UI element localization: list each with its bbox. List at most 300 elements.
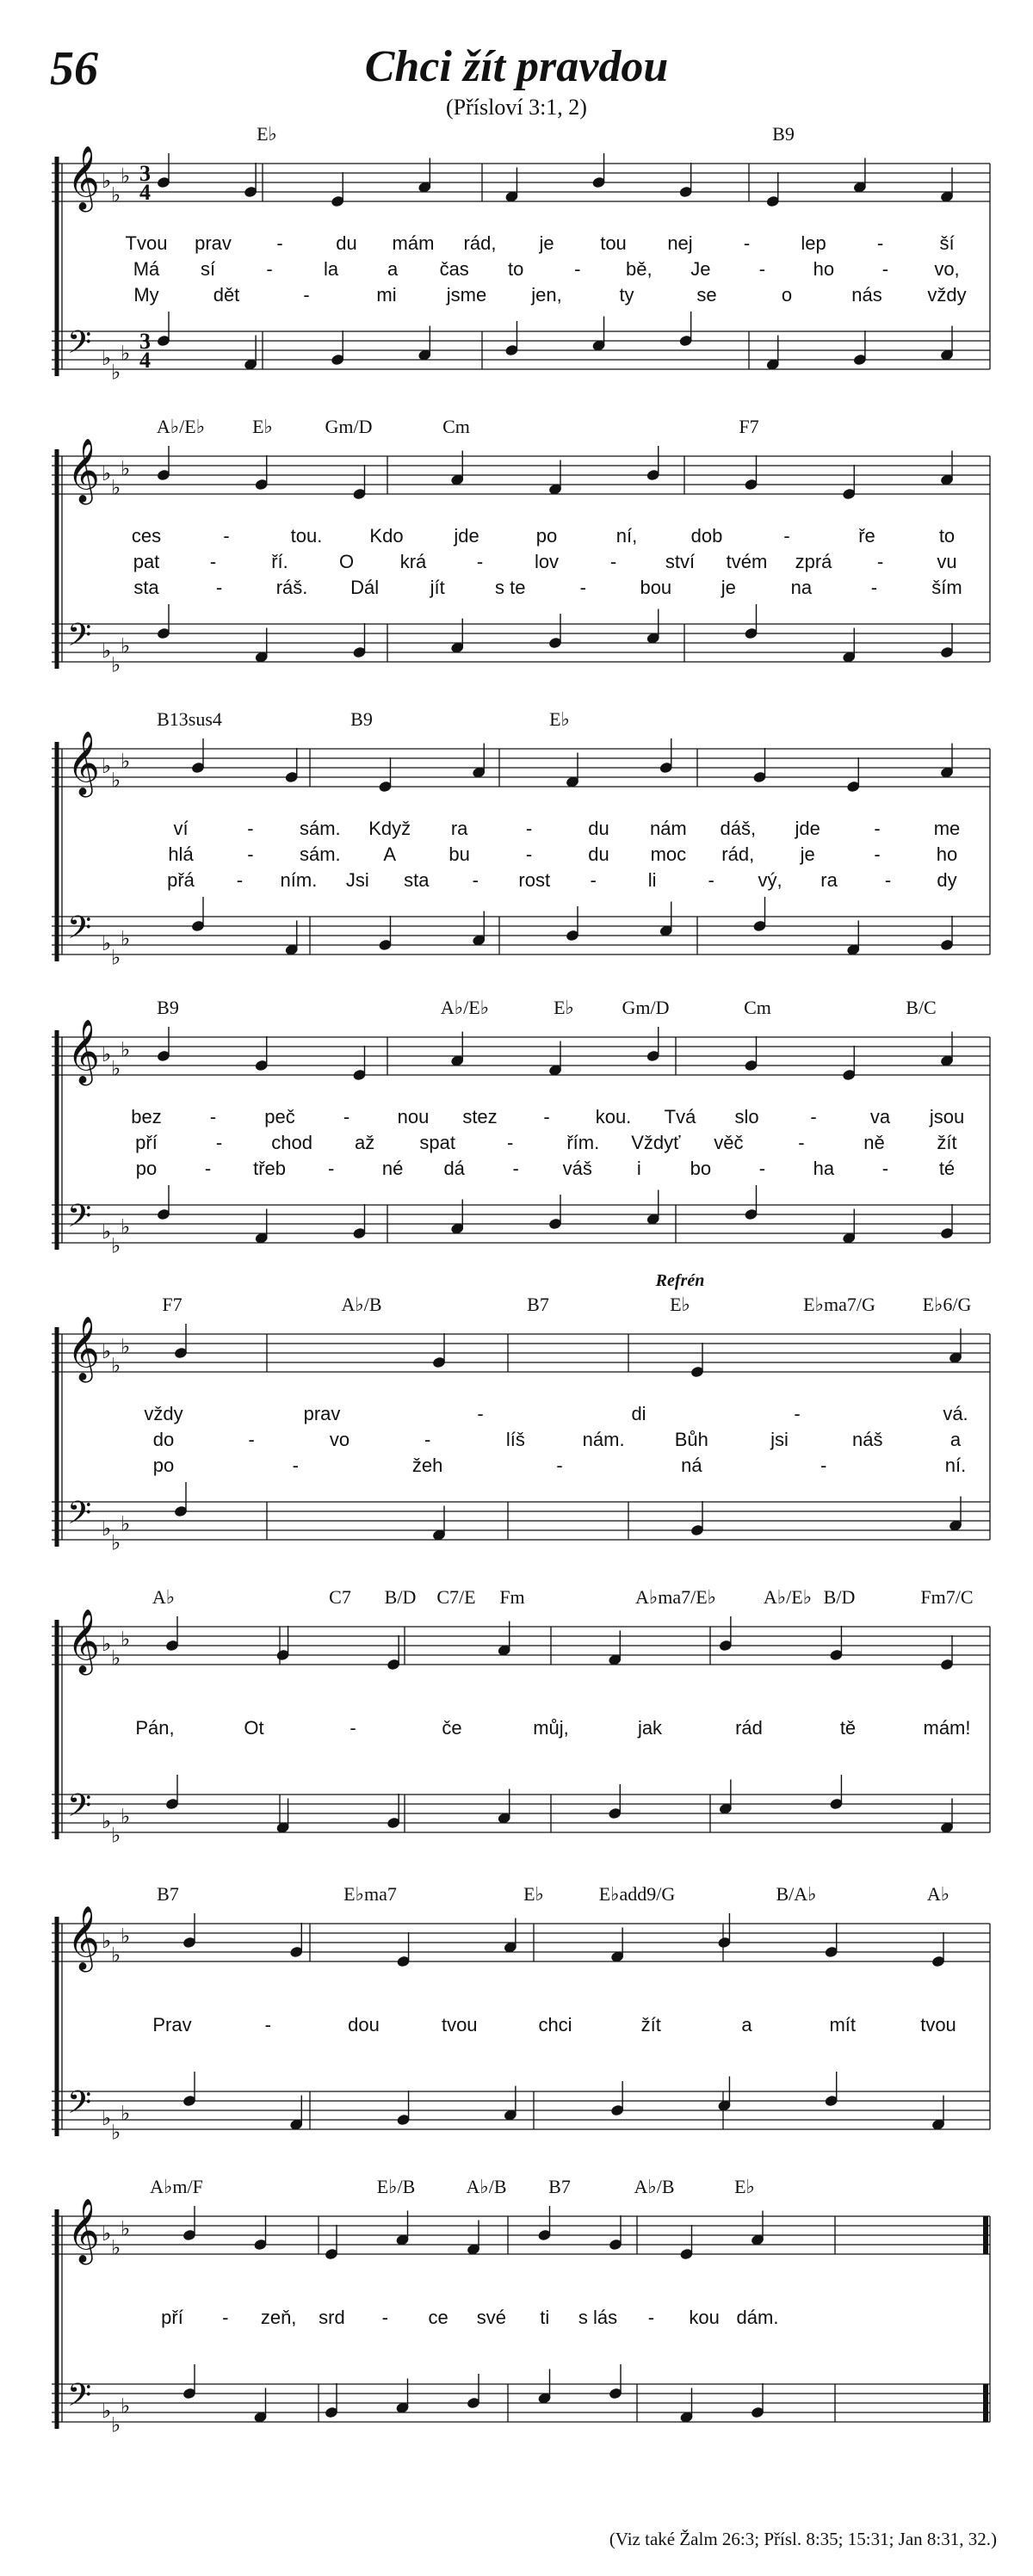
treble-clef-icon: 𝄞 xyxy=(67,147,100,208)
lyric-hyphen: - xyxy=(647,2307,655,2328)
lyric-hyphen: - xyxy=(276,232,283,254)
lyric-syllable: sám. xyxy=(299,843,341,865)
lyric-syllable: jít xyxy=(430,577,445,598)
lyric-syllable: vu xyxy=(937,551,957,572)
lyric-syllable: nás xyxy=(851,284,882,306)
lyric-syllable: tou. xyxy=(290,525,323,547)
lyric-syllable: dob xyxy=(690,525,723,547)
lyric-syllable: mám! xyxy=(923,1717,971,1739)
lyric-syllable: líš xyxy=(505,1429,525,1450)
lyric-syllable: rád xyxy=(735,1717,763,1739)
lyric-syllable: chod xyxy=(271,1132,312,1153)
lyric-syllable: bez xyxy=(131,1106,162,1127)
lyric-syllable: pří xyxy=(135,1132,158,1153)
system-8 xyxy=(52,2178,999,2470)
lyric-syllable: dou xyxy=(348,2014,380,2035)
lyric-hyphen: - xyxy=(590,869,597,891)
chord-symbol: Cm xyxy=(744,997,771,1018)
lyric-syllable: bu xyxy=(448,843,470,865)
lyric-syllable: Kdo xyxy=(369,525,404,547)
lyric-syllable: moc xyxy=(650,843,687,865)
lyric-hyphen: - xyxy=(783,525,790,547)
key-flat-icon: ♭ xyxy=(121,751,131,774)
lyric-syllable: náš xyxy=(852,1429,883,1450)
lyric-syllable: po xyxy=(152,1455,175,1476)
lyric-syllable: ře xyxy=(858,525,875,547)
chord-symbol: B7 xyxy=(548,2176,571,2197)
lyric-hyphen: - xyxy=(476,551,484,572)
lyric-syllable: tou xyxy=(600,232,627,254)
lyric-hyphen: - xyxy=(876,232,884,254)
chord-symbol: C7/E xyxy=(436,1586,476,1608)
lyric-syllable: My xyxy=(133,284,159,306)
lyric-hyphen: - xyxy=(810,1106,817,1127)
lyric-syllable: Má xyxy=(133,258,160,280)
lyric-syllable: žít xyxy=(640,2014,661,2035)
chord-symbol: A♭/E♭ xyxy=(440,997,490,1018)
lyric-syllable: dy xyxy=(937,869,957,891)
chord-symbol: E♭ma7/G xyxy=(803,1294,875,1315)
lyric-syllable: jsme xyxy=(446,284,487,306)
lyric-hyphen: - xyxy=(794,1403,801,1424)
lyric-syllable: až xyxy=(355,1132,375,1153)
lyric-syllable: ce xyxy=(428,2307,448,2328)
lyric-syllable: ší xyxy=(939,232,955,254)
system-1 xyxy=(52,125,999,417)
lyric-syllable: ho xyxy=(813,258,835,280)
key-flat-icon: ♭ xyxy=(111,1825,121,1848)
lyric-syllable: vý, xyxy=(758,869,782,891)
chord-symbol: E♭ xyxy=(549,708,570,730)
lyric-syllable: vždy xyxy=(144,1403,183,1424)
chord-symbol: E♭ xyxy=(257,123,277,145)
lyric-syllable: Je xyxy=(690,258,711,280)
chord-symbol: B/D xyxy=(823,1586,856,1608)
lyric-syllable: ní. xyxy=(944,1455,967,1476)
lyric-syllable: pří xyxy=(161,2307,183,2328)
lyric-hyphen: - xyxy=(507,1132,514,1153)
lyric-syllable: tvou xyxy=(920,2014,956,2035)
lyric-syllable: a xyxy=(387,258,399,280)
key-flat-icon: ♭ xyxy=(102,170,112,193)
lyric-syllable: vá. xyxy=(943,1403,968,1424)
chord-symbol: A♭/B xyxy=(341,1294,382,1315)
chord-symbol: A♭/E♭ xyxy=(763,1586,813,1608)
lyric-syllable: ha xyxy=(813,1158,835,1179)
lyric-syllable: Tvou xyxy=(125,232,168,254)
chord-symbol: E♭ xyxy=(252,416,273,437)
lyric-syllable: to xyxy=(938,525,956,547)
lyric-syllable: jsou xyxy=(929,1106,965,1127)
key-flat-icon: ♭ xyxy=(121,1925,131,1949)
lyric-hyphen: - xyxy=(472,869,479,891)
treble-clef-icon: 𝄞 xyxy=(67,1610,100,1671)
lyric-hyphen: - xyxy=(223,525,230,547)
lyric-syllable: ti xyxy=(540,2307,550,2328)
key-flat-icon: ♭ xyxy=(111,1235,121,1258)
final-barline xyxy=(983,2216,988,2254)
lyric-hyphen: - xyxy=(876,551,884,572)
lyric-syllable: i xyxy=(636,1158,641,1179)
lyric-hyphen: - xyxy=(204,1158,212,1179)
key-flat-icon: ♭ xyxy=(121,343,131,366)
treble-clef-icon: 𝄞 xyxy=(67,732,100,794)
lyric-syllable: třeb xyxy=(253,1158,287,1179)
key-flat-icon: ♭ xyxy=(121,458,131,481)
system-5 xyxy=(52,1271,999,1588)
lyric-syllable: po xyxy=(135,1158,158,1179)
key-flat-icon: ♭ xyxy=(102,2223,112,2246)
lyric-syllable: mi xyxy=(376,284,397,306)
lyric-hyphen: - xyxy=(579,577,586,598)
chord-symbol: B13sus4 xyxy=(157,708,222,730)
key-flat-icon: ♭ xyxy=(102,348,112,370)
lyric-syllable: nám. xyxy=(582,1429,625,1450)
song-header xyxy=(0,34,1033,129)
bass-clef-icon: 𝄢 xyxy=(67,2378,92,2420)
scripture-reference: (Přísloví 3:1, 2) xyxy=(446,95,587,120)
treble-clef-icon: 𝄞 xyxy=(67,1021,100,1082)
lyric-syllable: o xyxy=(781,284,793,306)
lyric-syllable: srd xyxy=(319,2307,345,2328)
key-flat-icon: ♭ xyxy=(102,1634,112,1656)
key-flat-icon: ♭ xyxy=(102,463,112,485)
lyric-syllable: ces xyxy=(131,525,162,547)
lyric-syllable: nám xyxy=(649,818,687,839)
chord-symbol: Fm7/C xyxy=(920,1586,974,1608)
lyric-syllable: slo xyxy=(734,1106,759,1127)
lyric-syllable: na xyxy=(790,577,813,598)
key-flat-icon: ♭ xyxy=(121,635,131,658)
chord-symbol: E♭ xyxy=(734,2176,755,2197)
lyric-hyphen: - xyxy=(349,1717,356,1739)
lyric-syllable: tě xyxy=(839,1717,857,1739)
lyric-syllable: sí xyxy=(200,258,216,280)
staff-svg xyxy=(52,1885,999,2160)
lyric-syllable: ním. xyxy=(280,869,318,891)
lyric-syllable: tvou xyxy=(441,2014,478,2035)
lyric-hyphen: - xyxy=(743,232,751,254)
lyric-syllable: sta xyxy=(133,577,159,598)
lyric-syllable: ně xyxy=(863,1132,885,1153)
lyric-hyphen: - xyxy=(215,1132,223,1153)
chord-symbol: C7 xyxy=(329,1586,351,1608)
staff-svg xyxy=(52,998,999,1274)
key-flat-icon: ♭ xyxy=(111,184,121,207)
key-flat-icon: ♭ xyxy=(102,756,112,778)
lyric-syllable: vo, xyxy=(934,258,960,280)
lyric-syllable: tvém xyxy=(726,551,768,572)
bass-time-signature: 3 xyxy=(139,329,151,354)
lyric-syllable: nou xyxy=(397,1106,430,1127)
chord-symbol: E♭/B xyxy=(376,2176,416,2197)
bass-clef-icon: 𝄢 xyxy=(67,911,92,953)
lyric-syllable: du xyxy=(588,818,609,839)
lyric-syllable: krá xyxy=(399,551,427,572)
bass-clef-icon: 𝄢 xyxy=(67,325,92,368)
chord-symbol: Cm xyxy=(442,416,470,437)
lyric-syllable: dáš, xyxy=(720,818,757,839)
lyric-syllable: stez xyxy=(462,1106,498,1127)
key-flat-icon: ♭ xyxy=(121,165,131,188)
lyric-hyphen: - xyxy=(477,1403,484,1424)
key-flat-icon: ♭ xyxy=(111,1944,121,1968)
lyric-syllable: Jsi xyxy=(345,869,369,891)
lyric-syllable: jak xyxy=(637,1717,663,1739)
lyric-syllable: a xyxy=(949,1429,962,1450)
system-4 xyxy=(52,998,999,1291)
key-flat-icon: ♭ xyxy=(111,947,121,970)
chord-symbol: E♭ma7 xyxy=(343,1883,397,1905)
lyric-syllable: bo xyxy=(690,1158,712,1179)
lyric-syllable: Prav xyxy=(152,2014,192,2035)
footnote: (Viz také Žalm 26:3; Přísl. 8:35; 15:31; Jan 8:31, 32.) xyxy=(609,2529,997,2549)
lyric-syllable: žeh xyxy=(411,1455,443,1476)
lyric-syllable: Ot xyxy=(244,1717,264,1739)
lyric-syllable: mít xyxy=(829,2014,857,2035)
lyric-syllable: sta xyxy=(404,869,430,891)
lyric-hyphen: - xyxy=(222,2307,229,2328)
lyric-syllable: Vždyť xyxy=(631,1132,681,1153)
lyric-hyphen: - xyxy=(708,869,714,891)
chord-symbol: A♭/B xyxy=(634,2176,675,2197)
system-2 xyxy=(52,417,999,710)
lyric-syllable: če xyxy=(442,1717,462,1739)
chord-symbol: B9 xyxy=(350,708,373,730)
lyric-hyphen: - xyxy=(327,1158,335,1179)
chord-symbol: A♭m/F xyxy=(150,2176,203,2197)
bass-time-signature: 4 xyxy=(139,348,151,373)
lyric-hyphen: - xyxy=(820,1455,827,1476)
lyric-syllable: jde xyxy=(795,818,820,839)
lyric-syllable: prav xyxy=(195,232,232,254)
lyric-syllable: vo xyxy=(329,1429,350,1450)
lyric-syllable: rád, xyxy=(721,843,755,865)
lyric-syllable: Pán, xyxy=(135,1717,175,1739)
key-flat-icon: ♭ xyxy=(121,1513,131,1536)
staff-svg xyxy=(52,125,999,400)
lyric-syllable: váš xyxy=(562,1158,592,1179)
lyric-syllable: Dál xyxy=(350,577,380,598)
lyric-syllable: dá xyxy=(443,1158,465,1179)
treble-clef-icon: 𝄞 xyxy=(67,1318,100,1379)
key-flat-icon: ♭ xyxy=(111,2414,121,2437)
key-flat-icon: ♭ xyxy=(111,654,121,677)
key-flat-icon: ♭ xyxy=(102,1930,112,1953)
key-flat-icon: ♭ xyxy=(121,1039,131,1062)
key-flat-icon: ♭ xyxy=(102,1811,112,1833)
lyric-syllable: ším xyxy=(931,577,962,598)
lyric-syllable: jen, xyxy=(531,284,562,306)
chord-symbol: A♭ xyxy=(926,1883,950,1905)
chord-symbol: A♭ma7/E♭ xyxy=(634,1586,717,1608)
chord-symbol: A♭/E♭ xyxy=(156,416,206,437)
lyric-syllable: po xyxy=(535,525,558,547)
lyric-hyphen: - xyxy=(343,1106,350,1127)
lyric-hyphen: - xyxy=(525,843,533,865)
bass-clef-icon: 𝄢 xyxy=(67,2085,92,2128)
lyric-hyphen: - xyxy=(884,869,892,891)
lyric-syllable: dět xyxy=(213,284,240,306)
lyric-hyphen: - xyxy=(874,818,881,839)
lyric-hyphen: - xyxy=(292,1455,299,1476)
lyric-syllable: ství xyxy=(665,551,696,572)
lyric-syllable: rád, xyxy=(463,232,497,254)
lyric-syllable: A xyxy=(383,843,397,865)
lyric-syllable: nej xyxy=(667,232,693,254)
key-flat-icon: ♭ xyxy=(111,1647,121,1671)
lyric-syllable: hlá xyxy=(168,843,194,865)
chord-symbol: B7 xyxy=(527,1294,549,1315)
chord-symbol: B/C xyxy=(906,997,937,1018)
lyric-hyphen: - xyxy=(609,551,617,572)
chord-symbol: A♭ xyxy=(152,1586,176,1608)
lyric-syllable: ráš. xyxy=(275,577,308,598)
lyric-syllable: můj, xyxy=(533,1717,569,1739)
lyric-syllable: me xyxy=(933,818,961,839)
lyric-hyphen: - xyxy=(525,818,533,839)
chord-symbol: B/D xyxy=(384,1586,417,1608)
chord-symbol: A♭/B xyxy=(466,2176,507,2197)
key-flat-icon: ♭ xyxy=(111,477,121,500)
bass-clef-icon: 𝄢 xyxy=(67,1199,92,1241)
refrain-label: Refrén xyxy=(655,1271,705,1290)
lyric-syllable: vždy xyxy=(927,284,967,306)
chord-symbol: B7 xyxy=(157,1883,179,1905)
lyric-syllable: lep xyxy=(801,232,826,254)
lyric-syllable: kou. xyxy=(595,1106,632,1127)
lyric-syllable: je xyxy=(721,577,736,598)
chord-symbol: E♭6/G xyxy=(922,1294,972,1315)
key-flat-icon: ♭ xyxy=(102,933,112,955)
treble-time-signature: 4 xyxy=(139,180,151,205)
lyric-syllable: je xyxy=(800,843,815,865)
lyric-syllable: ví xyxy=(173,818,189,839)
lyric-hyphen: - xyxy=(870,577,878,598)
lyric-hyphen: - xyxy=(247,818,254,839)
key-flat-icon: ♭ xyxy=(102,1518,112,1541)
treble-clef-icon: 𝄞 xyxy=(67,1907,100,1968)
bass-clef-icon: 𝄢 xyxy=(67,618,92,660)
key-flat-icon: ♭ xyxy=(121,1216,131,1239)
chord-symbol: F7 xyxy=(162,1294,182,1315)
lyric-syllable: zprá xyxy=(795,551,832,572)
lyric-hyphen: - xyxy=(512,1158,519,1179)
lyric-syllable: mám xyxy=(392,232,435,254)
key-flat-icon: ♭ xyxy=(102,2400,112,2423)
lyric-syllable: chci xyxy=(538,2014,572,2035)
lyric-hyphen: - xyxy=(543,1106,550,1127)
lyric-syllable: ra xyxy=(820,869,838,891)
song-title: Chci žít pravdou xyxy=(364,42,669,91)
lyric-syllable: Bůh xyxy=(674,1429,708,1450)
lyric-syllable: čas xyxy=(439,258,469,280)
treble-clef-icon: 𝄞 xyxy=(67,2200,100,2261)
lyric-hyphen: - xyxy=(556,1455,563,1476)
final-barline xyxy=(983,2384,988,2422)
lyric-syllable: pat xyxy=(133,551,160,572)
system-6 xyxy=(52,1588,999,1881)
chord-symbol: F7 xyxy=(739,416,759,437)
lyric-hyphen: - xyxy=(758,258,766,280)
lyric-syllable: prav xyxy=(303,1403,341,1424)
chord-symbol: B9 xyxy=(157,997,179,1018)
chord-symbol: B/A♭ xyxy=(776,1883,817,1905)
lyric-syllable: ho xyxy=(936,843,958,865)
system-7 xyxy=(52,1885,999,2178)
system-3 xyxy=(52,710,999,1003)
lyric-syllable: je xyxy=(539,232,554,254)
lyric-hyphen: - xyxy=(798,1132,805,1153)
chord-symbol: E♭ xyxy=(670,1294,690,1315)
lyric-syllable: O xyxy=(338,551,355,572)
key-flat-icon: ♭ xyxy=(121,1336,131,1359)
lyric-hyphen: - xyxy=(303,284,310,306)
lyric-syllable: ná xyxy=(681,1455,702,1476)
lyric-syllable: řím. xyxy=(566,1132,600,1153)
chord-symbol: Fm xyxy=(499,1586,525,1608)
staff-svg xyxy=(52,1588,999,1863)
lyric-syllable: di xyxy=(631,1403,646,1424)
lyric-syllable: s lás xyxy=(578,2307,618,2328)
lyric-syllable: ty xyxy=(619,284,634,306)
lyric-syllable: s te xyxy=(494,577,526,598)
key-flat-icon: ♭ xyxy=(111,2122,121,2145)
lyric-syllable: a xyxy=(741,2014,752,2035)
lyric-syllable: ří. xyxy=(271,551,288,572)
lyric-syllable: dám. xyxy=(736,2307,779,2328)
lyric-syllable: do xyxy=(152,1429,175,1450)
lyric-hyphen: - xyxy=(881,258,889,280)
lyric-syllable: la xyxy=(324,258,339,280)
key-flat-icon: ♭ xyxy=(111,361,121,385)
lyric-hyphen: - xyxy=(881,1158,889,1179)
lyric-hyphen: - xyxy=(266,258,273,280)
lyric-hyphen: - xyxy=(264,2014,271,2035)
lyric-hyphen: - xyxy=(758,1158,766,1179)
key-flat-icon: ♭ xyxy=(102,1044,112,1066)
key-flat-icon: ♭ xyxy=(111,1532,121,1555)
lyric-syllable: rost xyxy=(518,869,551,891)
chord-symbol: E♭add9/G xyxy=(598,1883,676,1905)
lyric-syllable: se xyxy=(696,284,717,306)
key-flat-icon: ♭ xyxy=(111,2237,121,2260)
lyric-syllable: va xyxy=(869,1106,891,1127)
lyric-syllable: ní, xyxy=(615,525,638,547)
chord-symbol: E♭ xyxy=(523,1883,544,1905)
lyric-syllable: té xyxy=(938,1158,956,1179)
lyric-syllable: du xyxy=(588,843,609,865)
key-flat-icon: ♭ xyxy=(121,2218,131,2241)
lyric-syllable: přá xyxy=(167,869,195,891)
lyric-syllable: sám. xyxy=(299,818,341,839)
key-flat-icon: ♭ xyxy=(102,640,112,663)
key-flat-icon: ♭ xyxy=(111,769,121,793)
treble-time-signature: 3 xyxy=(139,161,151,186)
lyric-hyphen: - xyxy=(236,869,244,891)
key-flat-icon: ♭ xyxy=(111,1058,121,1081)
key-flat-icon: ♭ xyxy=(121,2395,131,2418)
key-flat-icon: ♭ xyxy=(102,2108,112,2130)
chord-symbol: B9 xyxy=(772,123,795,145)
lyric-syllable: žít xyxy=(937,1132,957,1153)
song-number: 56 xyxy=(50,42,98,96)
lyric-hyphen: - xyxy=(215,577,223,598)
key-flat-icon: ♭ xyxy=(102,1221,112,1244)
lyric-syllable: věč xyxy=(714,1132,744,1153)
chord-symbol: Gm/D xyxy=(325,416,373,437)
key-flat-icon: ♭ xyxy=(111,1355,121,1378)
